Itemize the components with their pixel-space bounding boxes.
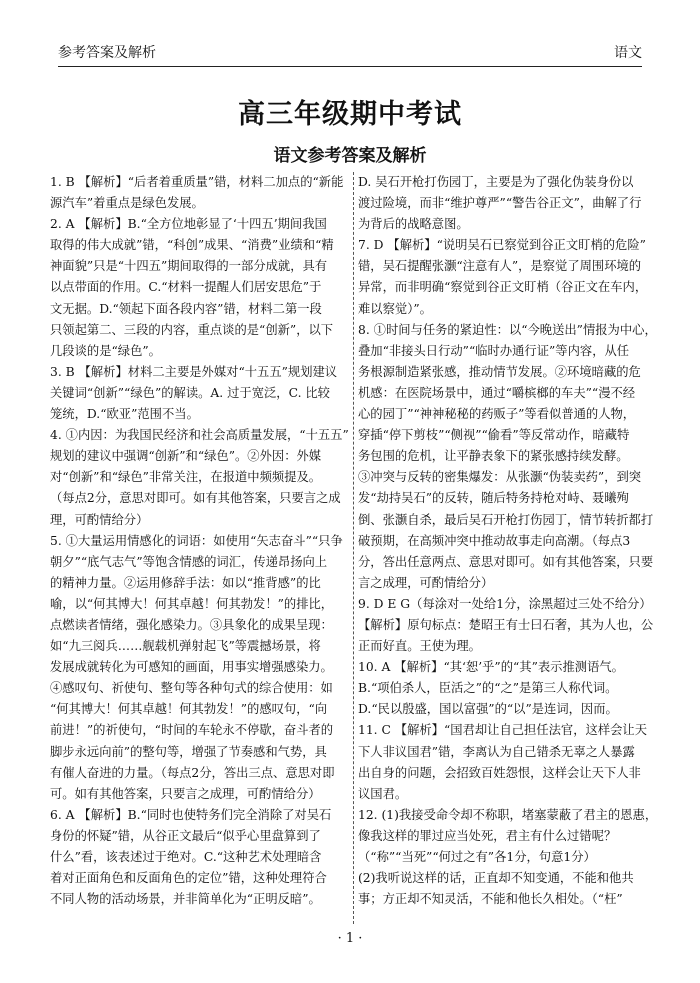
answer-text-line: 3. B 【解析】材料二主要是外媒对“十五五”规划建议 <box>50 364 338 379</box>
answer-text-line: 取得的伟大成就”错，“科创”成果、“消费”业绩和“精 <box>50 238 334 253</box>
answer-text-line: 分，答出任意两点、意思对即可。如有其他答案，只要 <box>358 554 654 569</box>
answer-text-line: 理，可酌情给分） <box>50 512 149 527</box>
answer-text-line: 只领起第二、三段的内容，重点谈的是“创新”，以下 <box>50 322 334 337</box>
answer-text-line: “何其博大！何其卓越！何其勃发！”的感叹句，“向 <box>50 702 328 717</box>
answer-text-line: 言之成理，可酌情给分） <box>358 575 494 590</box>
answer-text-line: 5. ①大量运用情感化的词语：如使用“矢志奋斗”“只争 <box>50 533 343 548</box>
answer-text-line: 务根源制造紧张感，推动情节发展。②环境暗藏的危 <box>358 364 641 379</box>
header-subject-label: 语文 <box>614 45 642 61</box>
answer-text-line: 前进！”的祈使句，“时间的车轮永不停歇，奋斗者的 <box>50 723 334 738</box>
answer-text-line: 朝夕”“底气志气”等饱含情感的词汇，传递昂扬向上 <box>50 554 328 569</box>
answer-text-line: 下人非议国君”错，李离认为自己错杀无辜之人暴露 <box>358 744 635 759</box>
answer-text-line: 脚步永远向前”的整句等，增强了节奏感和气势，具 <box>50 744 327 759</box>
answer-text-line: 不同人物的活动场景，并非简单化为“正明反暗”。 <box>50 892 321 907</box>
answer-text-line: 机感：在医院场景中，通过“嚼槟榔的车夫”“漫不经 <box>358 385 636 400</box>
answer-text-line: 9. D E G（每涂对一处给1分，涂黑超过三处不给分） <box>358 596 652 611</box>
answer-text-line: 文无据。D.“领起下面各段内容”错，材料二第一段 <box>50 301 322 316</box>
right-column <box>358 172 658 910</box>
answer-text-line: D. 吴石开枪打伤园丁，主要是为了强化伪装身份以 <box>358 175 634 189</box>
answer-text-line: 10. A 【解析】“其‘恕’乎”的“其”表示推测语气。 <box>358 660 624 675</box>
answer-text-line: 8. ①时间与任务的紧迫性：以“今晚送出”情报为中心， <box>358 322 657 337</box>
answer-text-line: （每点2分，意思对即可。如有其他答案，只要言之成 <box>50 491 341 506</box>
answer-text-line: 倒、张灏自杀，最后吴石开枪打伤园丁，情节转折都打 <box>358 512 654 527</box>
answer-text-line: 心的园丁”“神神秘秘的药贩子”等看似普通的人物， <box>358 407 636 422</box>
answer-text-line: 如“九三阅兵……舰载机弹射起飞”等震撼场景，将 <box>50 639 321 654</box>
answer-text-line: 正而好直。王使为理。 <box>358 639 481 654</box>
answer-text-line: 出自身的问题，会招致百姓怨恨，这样会让天下人非 <box>358 765 641 780</box>
answer-text-line: （“称”“当死”“何过之有”各1分，句意1分） <box>358 850 596 864</box>
answer-text-line: 穿插“停下剪枝”“侧视”“偷看”等反常动作，暗藏特 <box>358 428 630 443</box>
answer-text-line: 务包围的危机，让平静表象下的紧张感持续发酵。 <box>358 449 629 464</box>
answer-text-line: 议国君。 <box>358 786 408 801</box>
answer-text-line: 有催人奋进的力量。（每点2分，答出三点、意思对即 <box>50 765 335 780</box>
header-left-label: 参考答案及解析 <box>58 45 156 61</box>
answer-text-line: 笼统，D.“欧亚”范围不当。 <box>50 407 199 422</box>
page-subtitle: 语文参考答案及解析 <box>273 146 427 166</box>
answer-text-line: 4. ①内因：为我国民经济和社会高质量发展，“十五五” <box>50 428 349 443</box>
answer-text-line: 身份的怀疑”错，从谷正文最后“似乎心里盘算到了 <box>50 828 321 843</box>
left-column <box>50 172 350 910</box>
answer-text-line: ④感叹句、祈使句、整句等各种句式的综合使用：如 <box>50 681 333 696</box>
answer-text-line: 以点带面的作用。C.“材料一提醒人们居安思危”于 <box>50 280 322 295</box>
page-header <box>58 42 642 67</box>
answer-text-line: 发展成就转化为可感知的画面，用事实增强感染力。 <box>50 660 333 675</box>
column-divider <box>353 172 354 924</box>
answer-text-line: 1. B 【解析】“后者着重质量”错，材料二加点的“新能 <box>50 175 344 189</box>
answer-text-line: 什么”看，该表述过于绝对。C.“这种艺术处理暗含 <box>50 850 322 864</box>
answer-text-line: 的精神力量。②运用修辞手法：如以“推背感”的比 <box>50 575 321 590</box>
answer-text-line: 点燃读者情绪，强化感染力。③具象化的成果呈现： <box>50 617 333 632</box>
answer-text-line: 【解析】原句标点：楚昭王有士曰石奢，其为人也，公 <box>358 617 654 632</box>
answer-text-line: 破预期，在高频冲突中推动故事走向高潮。（每点3 <box>358 533 631 548</box>
answer-text-line: 难以察觉）”。 <box>358 301 432 316</box>
answer-text-line: 几段谈的是“绿色”。 <box>50 343 161 358</box>
answer-text-line: 发“劫持吴石”的反转，随后特务持枪对峙、聂曦殉 <box>358 491 629 506</box>
answer-text-line: 渡过险境，而非“维护尊严”“警告谷正文”，曲解了行 <box>358 196 642 211</box>
answer-text-line: 异常，而非明确“察觉到谷正文盯梢（谷正文在车内， <box>358 280 648 295</box>
answer-text-line: 着对正面角色和反面角色的定位”错，这种处理符合 <box>50 871 327 886</box>
answer-text-line: 像我这样的罪过应当处死，君主有什么过错呢？ <box>358 828 617 843</box>
answer-text-line: 可。如有其他答案，只要言之成理，可酌情给分） <box>50 786 321 801</box>
answer-text-line: 源汽车”着重点是绿色发展。 <box>50 196 204 211</box>
answer-text-line: 6. A 【解析】B.“同时也使特务们完全消除了对吴石 <box>50 807 332 822</box>
answer-text-line: 叠加“非接头日行动”“临时办通行证”等内容，从任 <box>358 343 630 358</box>
answer-text-line: 事；方正却不知灵活，不能和他长久相处。（“枉” <box>358 892 623 907</box>
answer-text-line: B.“项伯杀人，臣活之”的“之”是第三人称代词。 <box>358 681 618 696</box>
answer-text-line: 12. (1)我接受命令却不称职，堵塞蒙蔽了君主的恩惠， <box>358 807 658 822</box>
answer-text-line: 为背后的战略意图。 <box>358 217 469 232</box>
answer-text-line: 11. C 【解析】“国君却让自己担任法官，这样会让天 <box>358 723 648 738</box>
answer-text-line: 规划的建议中强调“创新”和“绿色”。②外因：外媒 <box>50 449 322 464</box>
answer-text-line: ③冲突与反转的密集爆发：从张灏“伪装卖药”，到突 <box>358 470 642 485</box>
answer-text-line: D.“民以殷盛，国以富强”的“以”是连词，因而。 <box>358 702 618 717</box>
answer-text-line: (2)我听说这样的话，正直却不知变通，不能和他共 <box>358 871 634 886</box>
page-number: · 1 · <box>337 931 363 946</box>
answer-text-line: 神面貌”只是“十四五”期间取得的一部分成就，具有 <box>50 259 328 274</box>
answer-text-line: 关键词“创新”“绿色”的解读。A. 过于宽泛，C. 比较 <box>50 385 330 400</box>
answer-text-line: 2. A 【解析】B.“全方位地彰显了‘十四五’期间我国 <box>50 217 327 232</box>
page-title: 高三年级期中考试 <box>238 99 462 130</box>
answer-text-line: 错，吴石提醒张灏“注意有人”，是察觉了周围环境的 <box>358 259 642 274</box>
answer-text-line: 7. D 【解析】“说明吴石已察觉到谷正文盯梢的危险” <box>358 238 646 253</box>
answer-text-line: 对“创新”和“绿色”非常关注，在报道中频频提及。 <box>50 470 322 485</box>
answer-text-line: 喻，以“何其博大！何其卓越！何其勃发！”的排比， <box>50 596 334 611</box>
